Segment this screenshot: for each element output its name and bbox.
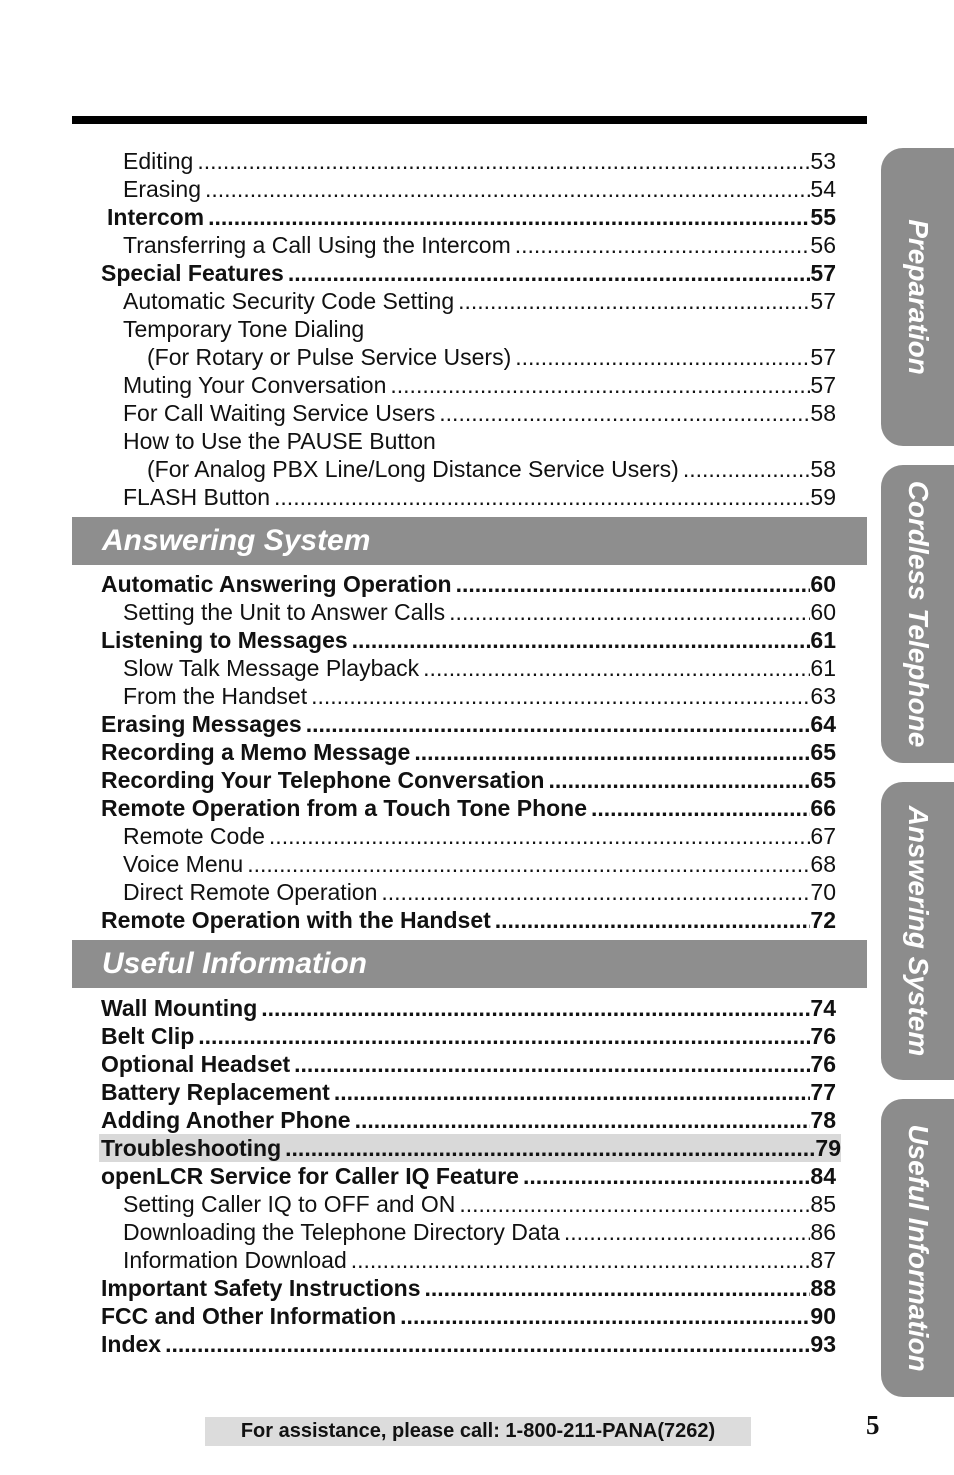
- section-header-useful-information: Useful Information: [72, 940, 867, 988]
- toc-entry[interactable]: [123, 483, 836, 511]
- toc-entry-page: 54: [810, 176, 836, 202]
- toc-entry-title: Remote Operation with the Handset: [101, 907, 491, 933]
- toc-entry[interactable]: [101, 1106, 836, 1134]
- tab-useful-information[interactable]: [881, 1099, 954, 1397]
- toc-dot-leader: [197, 147, 810, 175]
- toc-entry-title: Wall Mounting: [101, 995, 258, 1021]
- toc-entry-page: 57: [810, 260, 836, 286]
- toc-entry-page: 72: [810, 907, 836, 933]
- toc-entry-page: 60: [810, 571, 836, 597]
- toc-entry-page: 90: [810, 1303, 836, 1329]
- toc-entry-title: Optional Headset: [101, 1051, 291, 1077]
- toc-dot-leader: [459, 1190, 810, 1218]
- section-header-answering-system: Answering System: [72, 517, 867, 565]
- toc-entry-page: 58: [810, 456, 836, 482]
- toc-entry[interactable]: [101, 1050, 836, 1078]
- toc-dot-leader: [198, 1022, 810, 1050]
- toc-entry[interactable]: [123, 315, 836, 343]
- toc-entry-page: 85: [810, 1191, 836, 1217]
- toc-entry-title: Setting Caller IQ to OFF and ON: [123, 1191, 456, 1217]
- toc-entry-title: Transferring a Call Using the Intercom: [123, 232, 511, 258]
- toc-entry-title: Troubleshooting: [101, 1135, 282, 1161]
- toc-entry[interactable]: [147, 343, 836, 371]
- toc-entry[interactable]: [123, 850, 836, 878]
- toc-entry-title: openLCR Service for Caller IQ Feature: [101, 1163, 519, 1189]
- toc-entry-page: 55: [810, 204, 836, 230]
- toc-entry-page: 86: [810, 1219, 836, 1245]
- toc-entry[interactable]: [101, 626, 836, 654]
- toc-entry[interactable]: [101, 710, 836, 738]
- toc-entry-page: 84: [810, 1163, 836, 1189]
- toc-entry[interactable]: [101, 994, 836, 1022]
- toc-entry-title: Erasing Messages: [101, 711, 302, 737]
- toc-entry-page: 57: [810, 288, 836, 314]
- toc-entry-title: Recording Your Telephone Conversation: [101, 767, 545, 793]
- page-number: 5: [866, 1410, 880, 1440]
- toc-dot-leader: [306, 710, 811, 738]
- toc-dot-leader: [458, 287, 810, 315]
- toc-entry-title: How to Use the PAUSE Button: [123, 428, 436, 454]
- tab-preparation-label: Preparation: [902, 219, 934, 375]
- toc-entry[interactable]: [107, 203, 836, 231]
- toc-entry-page: 57: [810, 372, 836, 398]
- toc-dot-leader: [515, 231, 811, 259]
- toc-dot-leader: [352, 626, 811, 654]
- toc-dot-leader: [269, 822, 810, 850]
- toc-entry-title: For Call Waiting Service Users: [123, 400, 436, 426]
- toc-entry-page: 65: [810, 739, 836, 765]
- toc-dot-leader: [274, 483, 810, 511]
- toc-entry-title: (For Rotary or Pulse Service Users): [147, 344, 512, 370]
- toc-entry[interactable]: [123, 1190, 836, 1218]
- toc-entry-page: 65: [810, 767, 836, 793]
- toc-dot-leader: [288, 259, 811, 287]
- toc-dot-leader: [456, 570, 811, 598]
- assistance-footer: For assistance, please call: 1-800-211-PANA(7262): [205, 1417, 751, 1446]
- toc-entry-title: Erasing: [123, 176, 201, 202]
- toc-dot-leader: [400, 1302, 810, 1330]
- toc-entry-title: Intercom: [107, 204, 205, 230]
- toc-entry-title: Battery Replacement: [101, 1079, 330, 1105]
- toc-entry-page: 58: [810, 400, 836, 426]
- toc-dot-leader: [449, 598, 810, 626]
- toc-dot-leader: [495, 906, 811, 934]
- toc-entry-page: 63: [810, 683, 836, 709]
- toc-entry-title: Remote Code: [123, 823, 265, 849]
- toc-entry[interactable]: [123, 598, 836, 626]
- toc-entry[interactable]: [101, 766, 836, 794]
- toc-entry-title: Direct Remote Operation: [123, 879, 378, 905]
- toc-entry-title: Downloading the Telephone Directory Data: [123, 1219, 560, 1245]
- toc-entry[interactable]: [123, 427, 836, 455]
- toc-entry[interactable]: [123, 1218, 836, 1246]
- toc-entry-page: 67: [810, 823, 836, 849]
- toc-dot-leader: [591, 794, 810, 822]
- tab-cordless-telephone-label: Cordless Telephone: [902, 480, 934, 748]
- toc-dot-leader: [208, 203, 810, 231]
- toc-dot-leader: [285, 1134, 815, 1162]
- toc-entry[interactable]: [123, 822, 836, 850]
- toc-entry[interactable]: [123, 371, 836, 399]
- toc-entry[interactable]: [123, 175, 836, 203]
- toc-entry[interactable]: [101, 794, 836, 822]
- toc-dot-leader: [683, 455, 811, 483]
- toc-entry-title: FCC and Other Information: [101, 1303, 397, 1329]
- toc-entry-page: 59: [810, 484, 836, 510]
- toc-dot-leader: [165, 1330, 810, 1358]
- toc-entry[interactable]: [123, 399, 836, 427]
- toc-entry[interactable]: [147, 455, 836, 483]
- toc-entry-title: Editing: [123, 148, 194, 174]
- toc-dot-leader: [381, 878, 810, 906]
- toc-entry-title: Index: [101, 1331, 162, 1357]
- toc-entry-title: Setting the Unit to Answer Calls: [123, 599, 446, 625]
- toc-dot-leader: [311, 682, 810, 710]
- toc-entry-page: 88: [810, 1275, 836, 1301]
- toc-dot-leader: [523, 1162, 810, 1190]
- toc-entry-page: 87: [810, 1247, 836, 1273]
- toc-entry-page: 77: [810, 1079, 836, 1105]
- toc-entry[interactable]: [123, 231, 836, 259]
- toc-dot-leader: [294, 1050, 810, 1078]
- toc-entry-page: 68: [810, 851, 836, 877]
- toc-entry-page: 93: [810, 1331, 836, 1357]
- toc-dot-leader: [261, 994, 810, 1022]
- tab-preparation[interactable]: [881, 148, 954, 446]
- tab-useful-information-label: Useful Information: [902, 1124, 934, 1372]
- toc-entry-title: Temporary Tone Dialing: [123, 316, 365, 342]
- tab-cordless-telephone[interactable]: [881, 465, 954, 763]
- toc-entry-page: 76: [810, 1051, 836, 1077]
- toc-entry[interactable]: [99, 1134, 841, 1162]
- toc-entry-page: 76: [810, 1023, 836, 1049]
- toc-entry-page: 78: [810, 1107, 836, 1133]
- toc-entry-title: Remote Operation from a Touch Tone Phone: [101, 795, 588, 821]
- toc-entry[interactable]: [123, 287, 836, 315]
- toc-dot-leader: [424, 1274, 810, 1302]
- toc-entry[interactable]: [123, 682, 836, 710]
- toc-dot-leader: [423, 654, 810, 682]
- toc-entry-title: Slow Talk Message Playback: [123, 655, 420, 681]
- toc-dot-leader: [205, 175, 810, 203]
- toc-entry-page: 74: [810, 995, 836, 1021]
- toc-entry-title: Recording a Memo Message: [101, 739, 411, 765]
- toc-entry[interactable]: [101, 1274, 836, 1302]
- toc-dot-leader: [439, 399, 810, 427]
- toc-dot-leader: [247, 850, 810, 878]
- toc-entry-page: 60: [810, 599, 836, 625]
- toc-entry-page: 79: [815, 1135, 841, 1161]
- toc-entry-title: Special Features: [101, 260, 284, 286]
- toc-entry-page: 56: [810, 232, 836, 258]
- toc-dot-leader: [390, 371, 810, 399]
- toc-entry-title: Important Safety Instructions: [101, 1275, 421, 1301]
- toc-entry-title: Belt Clip: [101, 1023, 195, 1049]
- toc-entry[interactable]: [123, 878, 836, 906]
- toc-entry-page: 64: [810, 711, 836, 737]
- toc-dot-leader: [548, 766, 810, 794]
- toc-entry[interactable]: [123, 147, 836, 175]
- toc-entry[interactable]: [123, 1246, 836, 1274]
- toc-entry[interactable]: [101, 1022, 836, 1050]
- toc-entry[interactable]: [101, 1078, 836, 1106]
- toc-entry[interactable]: [101, 570, 836, 598]
- toc-entry[interactable]: [101, 1162, 836, 1190]
- toc-entry-page: 57: [810, 344, 836, 370]
- toc-entry-page: 61: [810, 627, 836, 653]
- toc-entry-page: 53: [810, 148, 836, 174]
- toc-dot-leader: [334, 1078, 811, 1106]
- toc-entry-title: From the Handset: [123, 683, 308, 709]
- tab-answering-system-label: Answering System: [902, 805, 934, 1057]
- tab-answering-system[interactable]: [881, 782, 954, 1080]
- toc-entry-title: FLASH Button: [123, 484, 271, 510]
- toc-entry-page: 66: [810, 795, 836, 821]
- toc-dot-leader: [355, 1106, 811, 1134]
- toc-dot-leader: [414, 738, 810, 766]
- toc-entry[interactable]: [101, 1330, 836, 1358]
- toc-entry[interactable]: [101, 738, 836, 766]
- toc-entry-page: 70: [810, 879, 836, 905]
- toc-entry-title: Voice Menu: [123, 851, 244, 877]
- toc-entry-title: Automatic Answering Operation: [101, 571, 452, 597]
- toc-entry-page: 61: [810, 655, 836, 681]
- toc-entry-title: Listening to Messages: [101, 627, 348, 653]
- toc-entry-title: Adding Another Phone: [101, 1107, 351, 1133]
- toc-entry[interactable]: [101, 1302, 836, 1330]
- toc-dot-leader: [515, 343, 810, 371]
- toc-entry[interactable]: [101, 906, 836, 934]
- toc-entry[interactable]: [101, 259, 836, 287]
- toc-entry-title: Muting Your Conversation: [123, 372, 387, 398]
- toc-entry-title: (For Analog PBX Line/Long Distance Service Users): [147, 456, 679, 482]
- toc-entry[interactable]: [123, 654, 836, 682]
- toc-entry-title: Information Download: [123, 1247, 347, 1273]
- toc-dot-leader: [564, 1218, 811, 1246]
- toc-dot-leader: [351, 1246, 811, 1274]
- toc-entry-title: Automatic Security Code Setting: [123, 288, 455, 314]
